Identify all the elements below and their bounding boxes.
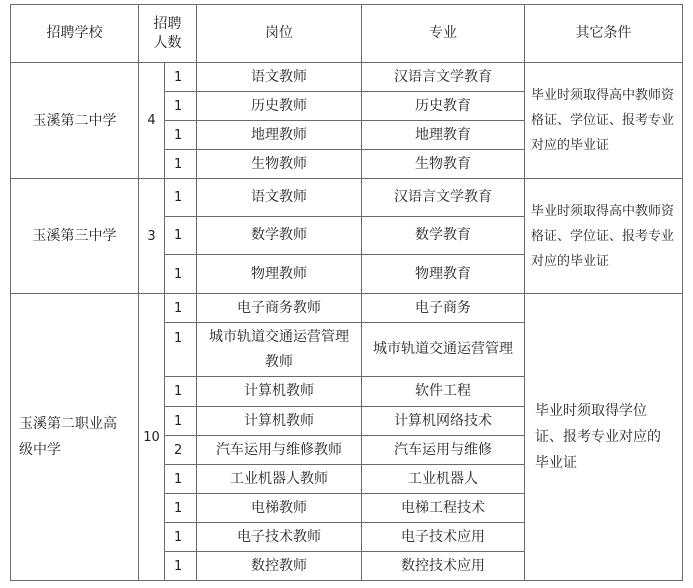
- position-count-cell: 1: [165, 63, 197, 92]
- major-cell: 数学教育: [362, 217, 525, 255]
- position-cell: 工业机器人教师: [197, 465, 362, 494]
- major-cell: 电子商务: [362, 294, 525, 323]
- major-cell: 汉语言文学教育: [362, 63, 525, 92]
- table-row: [11, 63, 683, 92]
- position-count-cell: 1: [165, 217, 197, 255]
- major-cell: 数控技术应用: [362, 552, 525, 581]
- position-cell: 历史教师: [197, 92, 362, 121]
- major-cell: 软件工程: [362, 377, 525, 407]
- major-cell: 汉语言文学教育: [362, 179, 525, 217]
- conditions-cell: 毕业时须取得高中教师资格证、学位证、报考专业对应的毕业证: [525, 63, 683, 179]
- position-cell: 语文教师: [197, 63, 362, 92]
- position-cell: 数学教师: [197, 217, 362, 255]
- position-count-cell: 1: [165, 523, 197, 552]
- major-cell: 生物教育: [362, 150, 525, 179]
- position-count-cell: 1: [165, 294, 197, 323]
- position-count-cell: 1: [165, 494, 197, 523]
- table-row: [11, 294, 683, 323]
- position-cell: 计算机教师: [197, 377, 362, 407]
- header-major: 专业: [362, 5, 525, 63]
- position-cell: 语文教师: [197, 179, 362, 217]
- major-cell: 汽车运用与维修: [362, 436, 525, 465]
- header-count: 招聘人数: [139, 5, 197, 63]
- position-count-cell: 1: [165, 92, 197, 121]
- major-cell: 电梯工程技术: [362, 494, 525, 523]
- header-row: [11, 5, 683, 63]
- major-cell: 历史教育: [362, 92, 525, 121]
- position-cell: 电子技术教师: [197, 523, 362, 552]
- position-count-cell: 1: [165, 552, 197, 581]
- header-school: 招聘学校: [11, 5, 139, 63]
- position-cell: 电梯教师: [197, 494, 362, 523]
- major-cell: 地理教育: [362, 121, 525, 150]
- position-cell: 生物教师: [197, 150, 362, 179]
- position-cell: 数控教师: [197, 552, 362, 581]
- conditions-cell: 毕业时须取得高中教师资格证、学位证、报考专业对应的毕业证: [525, 179, 683, 294]
- header-conditions: 其它条件: [525, 5, 683, 63]
- count-cell: 10: [139, 294, 165, 581]
- position-cell: 计算机教师: [197, 407, 362, 436]
- position-cell: 城市轨道交通运营管理教师: [197, 323, 362, 377]
- school-cell: 玉溪第二职业高级中学: [11, 294, 139, 581]
- conditions-cell: 毕业时须取得学位证、报考专业对应的毕业证: [525, 294, 683, 581]
- count-cell: 3: [139, 179, 165, 294]
- school-cell: 玉溪第二中学: [11, 63, 139, 179]
- position-count-cell: 1: [165, 121, 197, 150]
- major-cell: 物理教育: [362, 255, 525, 294]
- major-cell: 计算机网络技术: [362, 407, 525, 436]
- recruitment-table: [10, 4, 683, 581]
- position-count-cell: 1: [165, 179, 197, 217]
- position-count-cell: 1: [165, 150, 197, 179]
- school-cell: 玉溪第三中学: [11, 179, 139, 294]
- position-count-cell: 1: [165, 407, 197, 436]
- position-count-cell: 1: [165, 377, 197, 407]
- position-count-cell: 1: [165, 323, 197, 377]
- count-cell: 4: [139, 63, 165, 179]
- position-cell: 电子商务教师: [197, 294, 362, 323]
- position-count-cell: 1: [165, 255, 197, 294]
- major-cell: 工业机器人: [362, 465, 525, 494]
- position-count-cell: 2: [165, 436, 197, 465]
- major-cell: 电子技术应用: [362, 523, 525, 552]
- position-count-cell: 1: [165, 465, 197, 494]
- header-position: 岗位: [197, 5, 362, 63]
- position-cell: 物理教师: [197, 255, 362, 294]
- table-row: [11, 179, 683, 217]
- major-cell: 城市轨道交通运营管理: [362, 323, 525, 377]
- position-cell: 汽车运用与维修教师: [197, 436, 362, 465]
- position-cell: 地理教师: [197, 121, 362, 150]
